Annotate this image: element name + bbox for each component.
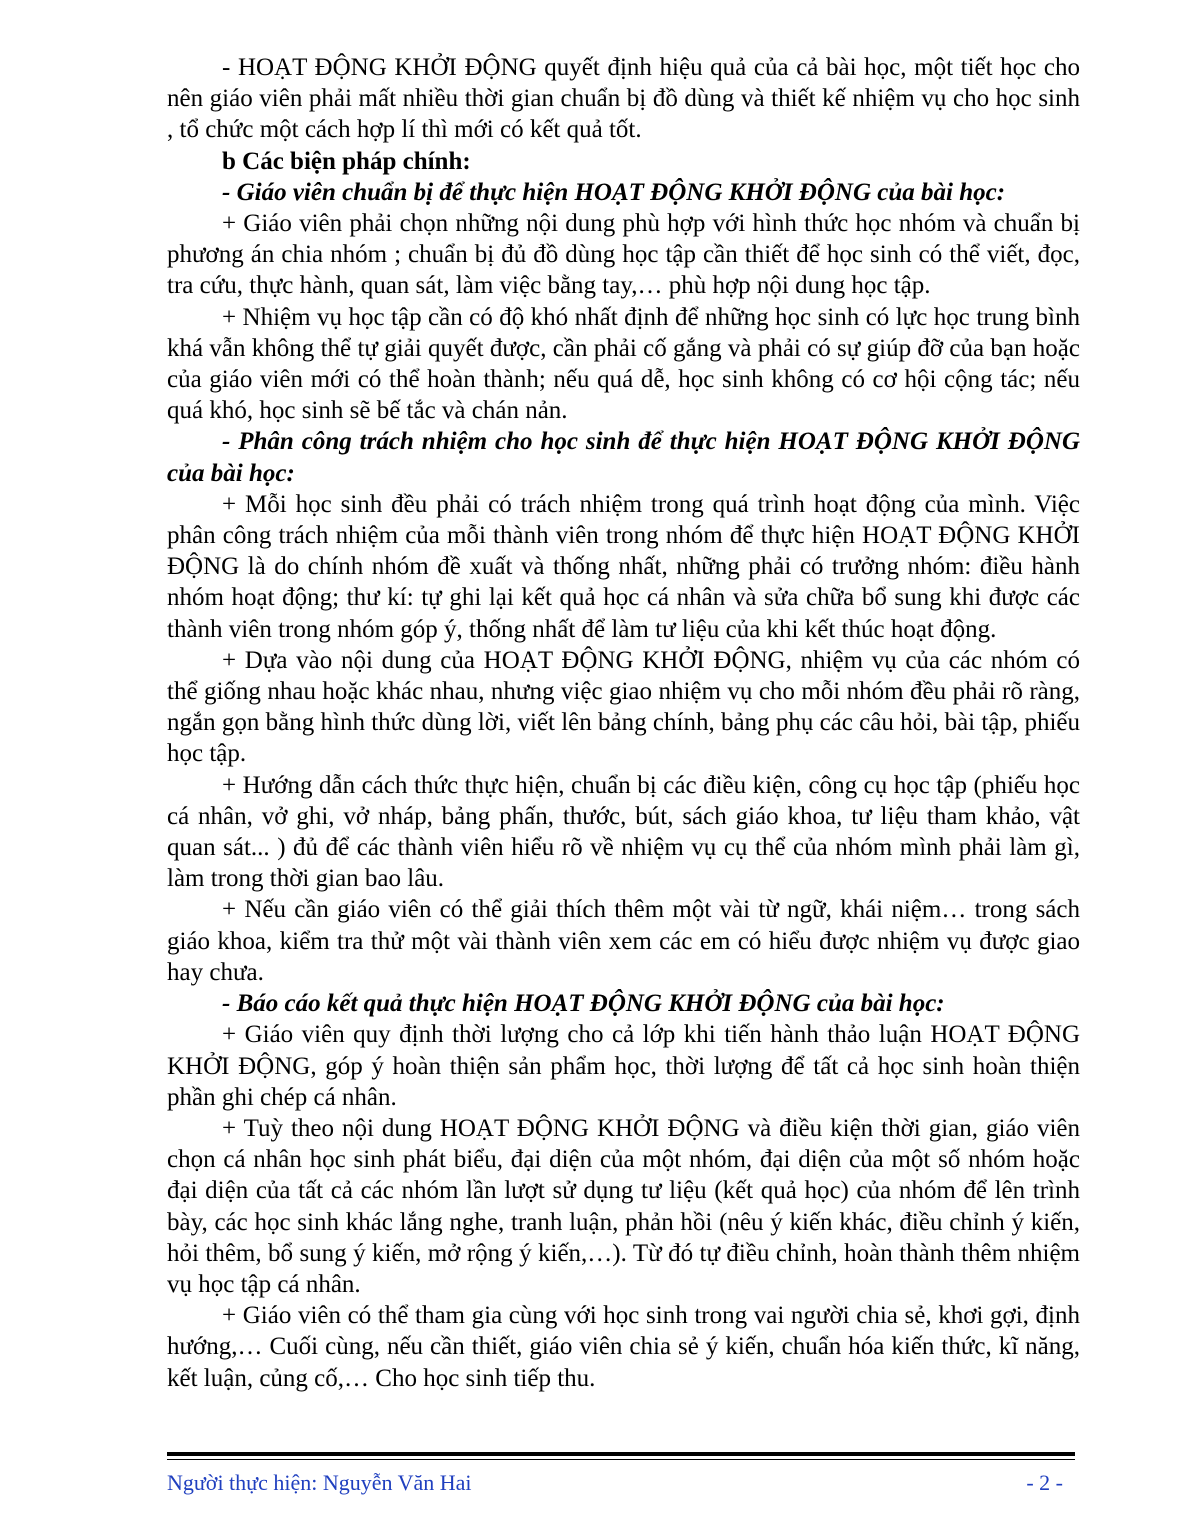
- paragraph-presentation: + Tuỳ theo nội dung HOẠT ĐỘNG KHỞI ĐỘNG và điều kiện thời gian, giáo viên chọn cá nhân học sinh phát biểu, đại diện của một nhóm, đại diện của một số nhóm hoặc đại diện của tất cả các nhóm lần lượt sử dụng tư liệu (kết quả học) của nhóm để lên trình bày, các học sinh khác lắng nghe, tranh luận, phản hồi (nêu ý kiến khác, điều chỉnh ý kiến, hỏi thêm, bổ sung ý kiến, mở rộng ý kiến,…). Từ đó tự điều chỉnh, hoàn thành thêm nhiệm vụ học tập cá nhân.: [167, 1114, 1080, 1298]
- footer-divider-thick: [167, 1452, 1075, 1456]
- paragraph-group-tasks: + Dựa vào nội dung của HOẠT ĐỘNG KHỞI ĐỘNG, nhiệm vụ của các nhóm có thể giống nhau hoặc khác nhau, nhưng việc giao nhiệm vụ cho mỗi nhóm đều phải rõ ràng, ngắn gọn bằng hình thức dùng lời, viết lên bảng chính, bảng phụ các câu hỏi, bài tập, phiếu học tập.: [167, 646, 1080, 768]
- paragraph-explanation: + Nếu cần giáo viên có thể giải thích thêm một vài từ ngữ, khái niệm… trong sách giáo khoa, kiểm tra thử một vài thành viên xem các em có hiểu được nhiệm vụ được giao hay chưa.: [167, 896, 1080, 986]
- paragraph-intro: - HOẠT ĐỘNG KHỞI ĐỘNG quyết định hiệu quả của cả bài học, một tiết học cho nên giáo viên phải mất nhiều thời gian chuẩn bị đồ dùng và thiết kế nhiệm vụ cho học sinh , tổ chức một cách hợp lí thì mới có kết quả tốt.: [167, 54, 1080, 144]
- page-footer: [167, 1470, 1075, 1496]
- document-body: [167, 52, 1080, 1394]
- section-heading-main-measures: b Các biện pháp chính:: [222, 147, 471, 175]
- footer-page-number: - 2 -: [1026, 1470, 1063, 1495]
- footer-author: Người thực hiện: Nguyễn Văn Hai: [167, 1470, 472, 1495]
- paragraph-task-difficulty: + Nhiệm vụ học tập cần có độ khó nhất định để những học sinh có lực học trung bình khá vẫn không thể tự giải quyết được, cần phải cố gắng và phải có sự giúp đỡ của bạn hoặc của giáo viên mới có thể hoàn thành; nếu quá dễ, học sinh không có cơ hội cộng tác; nếu quá khó, học sinh sẽ bế tắc và chán nản.: [167, 303, 1080, 425]
- subheading-assign-responsibility: - Phân công trách nhiệm cho học sinh để thực hiện HOẠT ĐỘNG KHỞI ĐỘNG của bài học:: [167, 428, 1080, 487]
- subheading-teacher-preparation: - Giáo viên chuẩn bị để thực hiện HOẠT ĐỘNG KHỞI ĐỘNG của bài học:: [222, 178, 1006, 206]
- paragraph-time-allocation: + Giáo viên quy định thời lượng cho cả lớp khi tiến hành thảo luận HOẠT ĐỘNG KHỞI ĐỘNG, góp ý hoàn thiện sản phẩm học, thời lượng để tất cả học sinh hoàn thiện phần ghi chép cá nhân.: [167, 1021, 1080, 1111]
- paragraph-teacher-participation: + Giáo viên có thể tham gia cùng với học sinh trong vai người chia sẻ, khơi gợi, định hướng,… Cuối cùng, nếu cần thiết, giáo viên chia sẻ ý kiến, chuẩn hóa kiến thức, kĩ năng, kết luận, củng cố,… Cho học sinh tiếp thu.: [167, 1302, 1080, 1392]
- paragraph-student-responsibility: + Mỗi học sinh đều phải có trách nhiệm trong quá trình hoạt động của mình. Việc phân công trách nhiệm của mỗi thành viên trong nhóm để thực hiện HOẠT ĐỘNG KHỞI ĐỘNG là do chính nhóm đề xuất và thống nhất, những phải có trưởng nhóm: điều hành nhóm hoạt động; thư kí: tự ghi lại kết quả học cá nhân và sửa chữa bổ sung khi được các thành viên trong nhóm góp ý, thống nhất để làm tư liệu của khi kết thúc hoạt động.: [167, 490, 1080, 643]
- subheading-report-results: - Báo cáo kết quả thực hiện HOẠT ĐỘNG KHỞI ĐỘNG của bài học:: [222, 990, 945, 1018]
- paragraph-choose-content: + Giáo viên phải chọn những nội dung phù hợp với hình thức học nhóm và chuẩn bị phương án chia nhóm ; chuẩn bị đủ đồ dùng học tập cần thiết để học sinh có thể viết, đọc, tra cứu, thực hành, quan sát, làm việc bằng tay,… phù hợp nội dung học tập.: [167, 210, 1080, 300]
- paragraph-guidance: + Hướng dẫn cách thức thực hiện, chuẩn bị các điều kiện, công cụ học tập (phiếu học cá nhân, vở ghi, vở nháp, bảng phấn, thước, bút, sách giáo khoa, tư liệu tham khảo, vật quan sát... ) đủ để các thành viên hiểu rõ về nhiệm vụ cụ thể của nhóm mình phải làm gì, làm trong thời gian bao lâu.: [167, 771, 1080, 893]
- footer-divider-thin: [167, 1459, 1075, 1460]
